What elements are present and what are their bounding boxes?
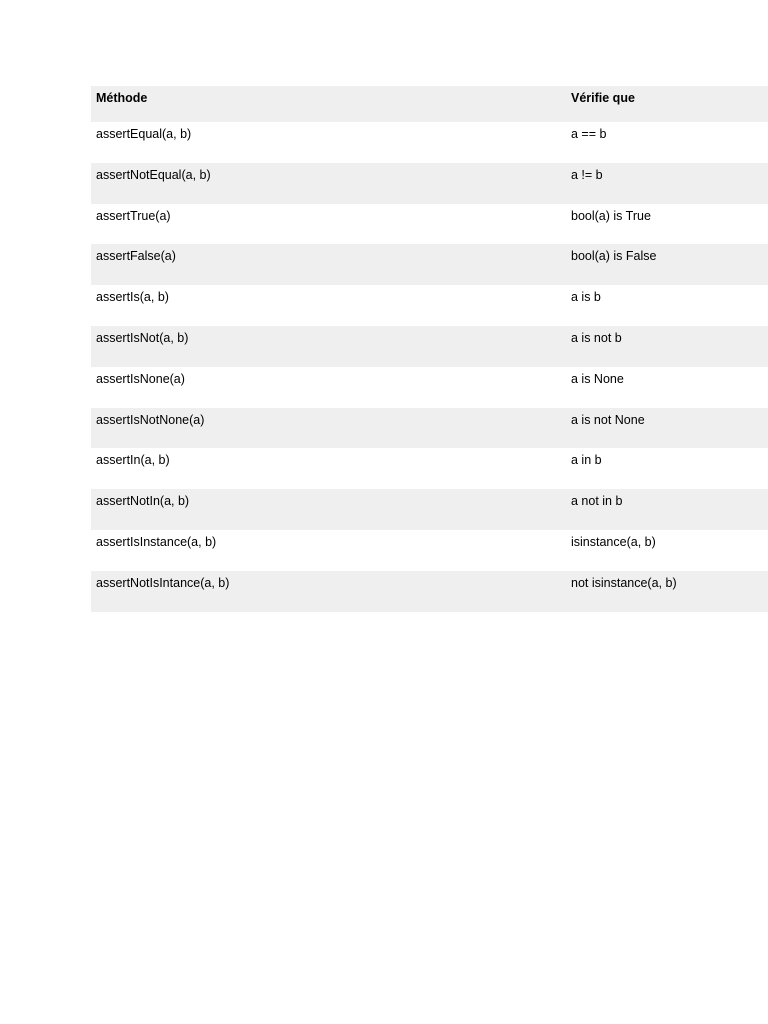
method-cell: assertIn(a, b) xyxy=(96,453,170,468)
method-cell: assertFalse(a) xyxy=(96,249,176,264)
verifies-cell: a == b xyxy=(571,127,607,141)
method-cell: assertNotEqual(a, b) xyxy=(96,167,211,182)
method-cell: assertIsNotNone(a) xyxy=(96,412,205,427)
header-verifies: Vérifie que xyxy=(571,91,635,105)
table-row xyxy=(91,204,768,245)
verifies-cell: a is None xyxy=(571,371,624,386)
verifies-cell: a is not b xyxy=(571,330,622,345)
table-row xyxy=(91,285,768,326)
table-row xyxy=(91,489,768,530)
table-row xyxy=(91,571,768,612)
table-row xyxy=(91,244,768,285)
table-row xyxy=(91,122,768,163)
table-row xyxy=(91,408,768,449)
verifies-cell: a not in b xyxy=(571,494,623,509)
table-row xyxy=(91,367,768,408)
verifies-cell: a is b xyxy=(571,290,601,305)
header-method: Méthode xyxy=(96,91,148,105)
method-cell: assertIs(a, b) xyxy=(96,290,169,305)
table-row xyxy=(91,163,768,204)
table-row xyxy=(91,448,768,489)
verifies-cell: a in b xyxy=(571,453,602,468)
verifies-cell: bool(a) is True xyxy=(571,208,651,223)
method-cell: assertIsInstance(a, b) xyxy=(96,534,217,549)
verifies-cell: isinstance(a, b) xyxy=(571,534,656,549)
method-cell: assertTrue(a) xyxy=(96,208,171,223)
method-cell: assertNotIsIntance(a, b) xyxy=(96,575,230,590)
method-cell: assertEqual(a, b) xyxy=(96,127,192,141)
method-cell: assertIsNone(a) xyxy=(96,371,185,386)
table-row xyxy=(91,530,768,571)
verifies-cell: not isinstance(a, b) xyxy=(571,575,677,590)
table-header-row xyxy=(91,86,768,122)
method-cell: assertIsNot(a, b) xyxy=(96,330,189,345)
assert-methods-table xyxy=(91,86,768,612)
verifies-cell: bool(a) is False xyxy=(571,249,657,264)
table-row xyxy=(91,326,768,367)
method-cell: assertNotIn(a, b) xyxy=(96,494,190,509)
verifies-cell: a != b xyxy=(571,167,603,182)
verifies-cell: a is not None xyxy=(571,412,645,427)
